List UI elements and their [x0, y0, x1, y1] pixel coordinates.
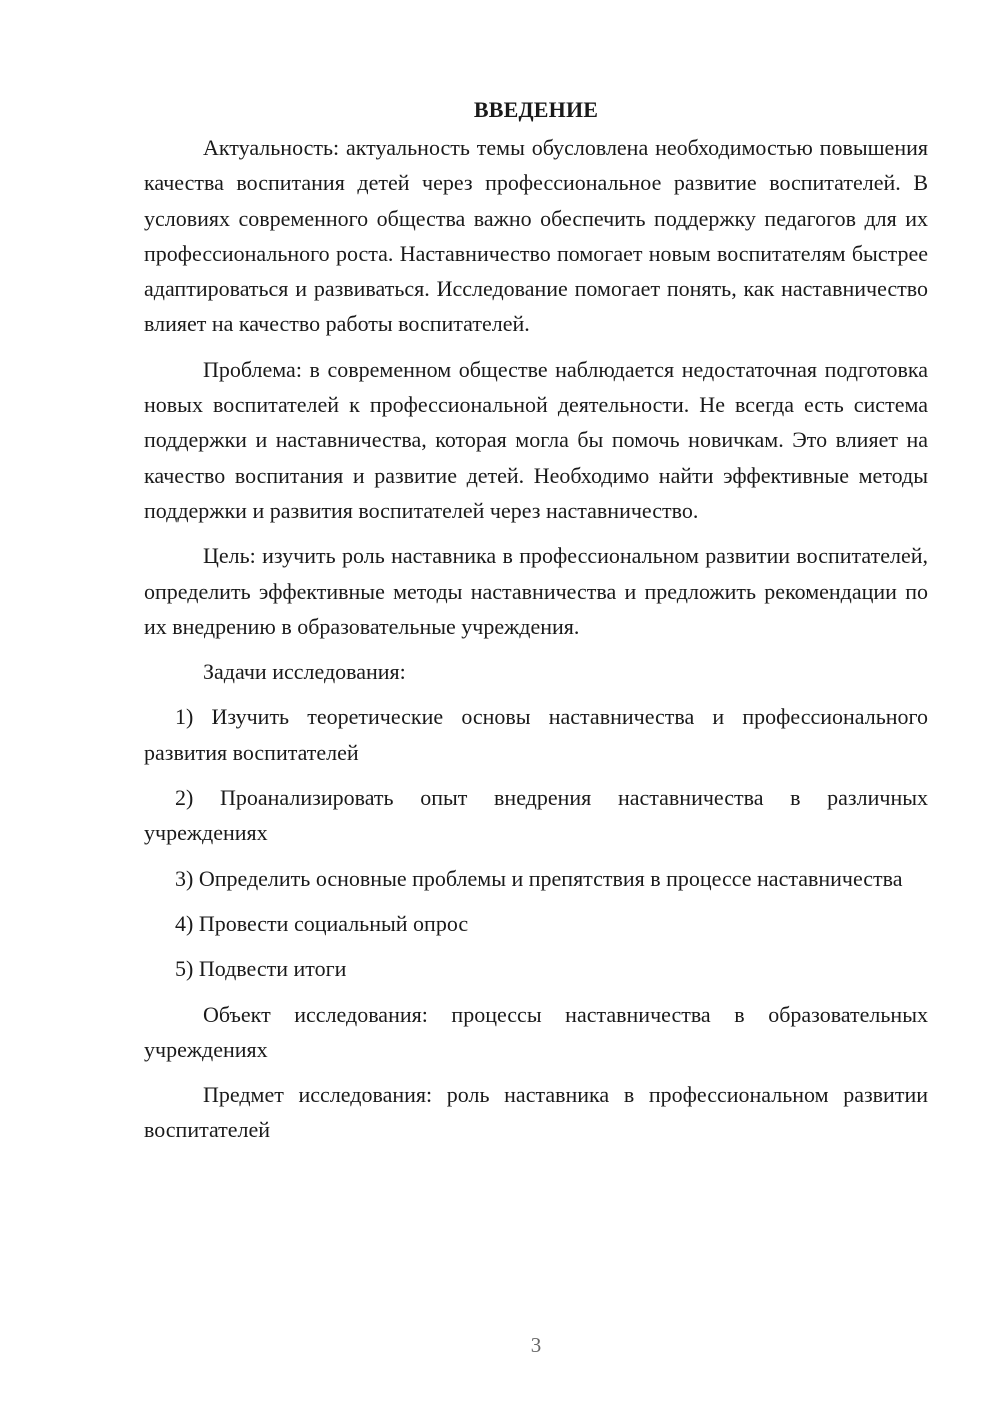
- paragraph-problem: Проблема: в современном обществе наблюдается недостаточная подготовка новых воспитателей к профессиональной деятельности. Не всегда есть система поддержки и наставничества, которая могла бы помочь новичкам. Это влияет на качество воспитания и развитие детей. Необходимо найти эффективные методы поддержки и развития воспитателей через наставничество.: [144, 356, 928, 523]
- paragraph-relevance: Актуальность: актуальность темы обусловлена необходимостью повышения качества воспитания детей через профессиональное развитие воспитателей. В условиях современного общества важно обеспечить поддержку педагогов для их профессионального роста. Наставничество помогает новым воспитателям быстрее адаптироваться и развиваться. Исследование помогает понять, как наставничество влияет на качество работы воспитателей.: [144, 135, 928, 337]
- task-item-4: 4) Провести социальный опрос: [175, 910, 469, 936]
- task-item-1: 1) Изучить теоретические основы наставничества и профессионального развития воспитателей: [144, 704, 928, 765]
- paragraph-goal: Цель: изучить роль наставника в профессиональном развитии воспитателей, определить эффективные методы наставничества и предложить рекомендации по их внедрению в образовательные учреждения.: [144, 543, 928, 639]
- paragraph-object: Объект исследования: процессы наставничества в образовательных учреждениях: [144, 1001, 928, 1062]
- section-title: ВВЕДЕНИЕ: [473, 97, 599, 122]
- task-item-2: 2) Проанализировать опыт внедрения наставничества в различных учреждениях: [144, 785, 928, 846]
- tasks-heading: Задачи исследования:: [203, 659, 406, 685]
- paragraph-subject: Предмет исследования: роль наставника в профессиональном развитии воспитателей: [144, 1082, 928, 1143]
- task-item-5: 5) Подвести итоги: [175, 956, 347, 982]
- task-item-3: 3) Определить основные проблемы и препятствия в процессе наставничества: [175, 865, 903, 891]
- page-number: 3: [530, 1333, 542, 1357]
- document-page: [144, 92, 928, 1148]
